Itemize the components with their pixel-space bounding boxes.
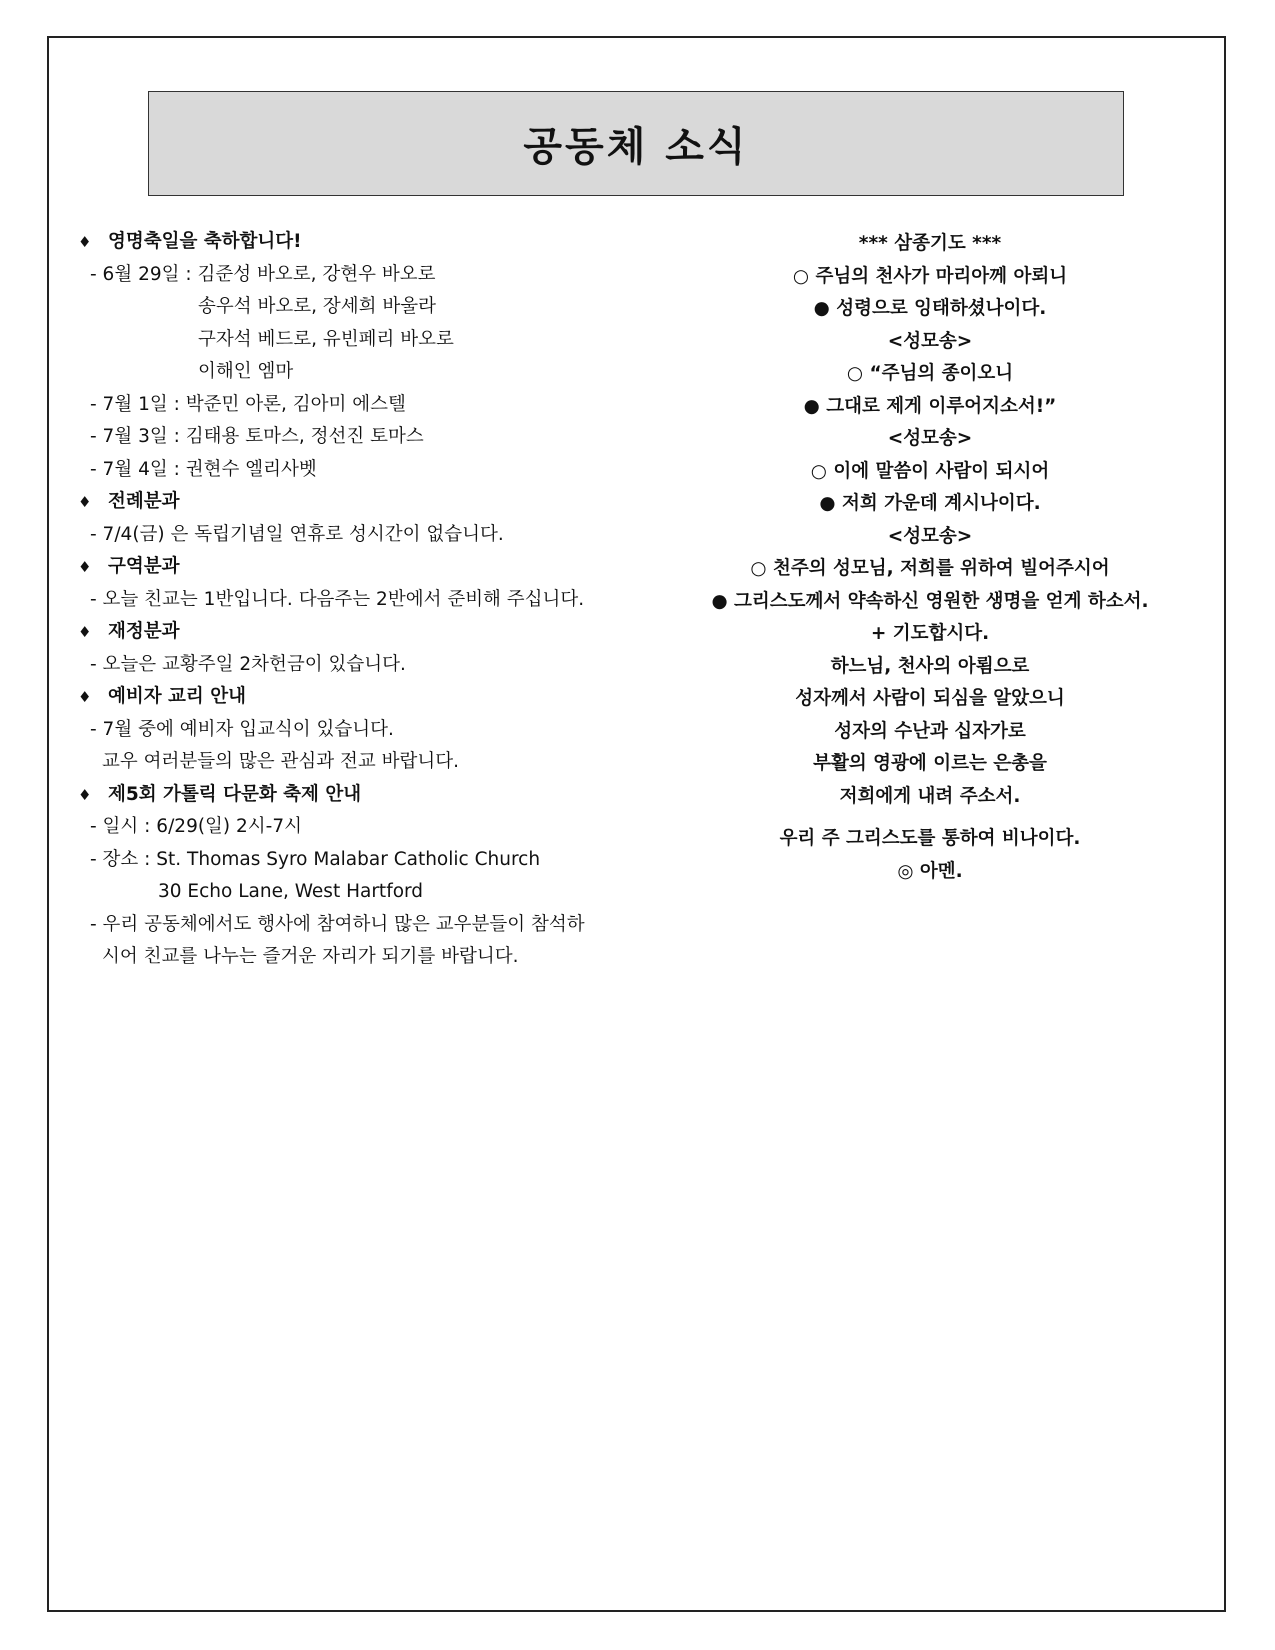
catechumen-line: 교우 여러분들의 많은 관심과 전교 바랍니다. xyxy=(102,751,459,772)
section-heading-festival: ♦ 제5회 가톨릭 다문화 축제 안내 xyxy=(78,779,658,812)
prayer-line: ● 성령으로 잉태하셨나이다. xyxy=(813,298,1047,319)
title-banner xyxy=(148,91,1124,196)
festival-line: - 일시 : 6/29(일) 2시-7시 xyxy=(90,816,302,837)
festival-line: - 장소 : St. Thomas Syro Malabar Catholic Church xyxy=(90,848,541,870)
prayer-line: <성모송> xyxy=(887,525,973,547)
feast-line: - 7월 4일 : 권현수 엘리사벳 xyxy=(90,458,317,480)
prayer-line: ○ 주님의 천사가 마리아께 아뢰니 xyxy=(792,265,1068,287)
diamond-bullet-icon: ♦ xyxy=(78,558,92,576)
prayer-line: ○ “주님의 종이오니 xyxy=(846,363,1014,384)
angelus-prayer xyxy=(670,228,1190,888)
feast-line: 송우석 바오로, 장세희 바울라 xyxy=(198,296,436,317)
prayer-line: <성모송> xyxy=(887,428,973,449)
feast-line: - 7월 1일 : 박준민 아론, 김아미 에스텔 xyxy=(90,393,406,415)
prayer-line: ○ 이에 말씀이 사람이 되시어 xyxy=(810,460,1050,482)
prayer-line: ○ 천주의 성모님, 저희를 위하여 빌어주시어 xyxy=(750,558,1110,579)
diamond-bullet-icon: ♦ xyxy=(78,623,92,641)
prayer-line: ● 저희 가운데 계시나이다. xyxy=(819,493,1041,514)
prayer-line: 성자의 수난과 십자가로 xyxy=(834,720,1026,742)
feast-line: 구자석 베드로, 유빈페리 바오로 xyxy=(198,328,454,350)
diamond-bullet-icon: ♦ xyxy=(78,785,92,804)
news-column xyxy=(78,226,658,974)
prayer-amen: ◎ 아멘. xyxy=(897,860,963,882)
prayer-line: 우리 주 그리스도를 통하여 비나이다. xyxy=(779,828,1081,849)
diamond-bullet-icon: ♦ xyxy=(78,493,92,511)
prayer-line: ● 그대로 제게 이루어지소서!” xyxy=(803,395,1057,417)
page-title: 공동체 소식 xyxy=(523,124,749,170)
prayer-title: *** 삼종기도 *** xyxy=(858,233,1002,254)
feast-line: - 6월 29일 : 김준성 바오로, 강현우 바오로 xyxy=(90,263,436,285)
section-heading-liturgy: ♦ 전례분과 xyxy=(78,486,658,519)
section-heading-catechumen: ♦ 예비자 교리 안내 xyxy=(78,681,658,714)
liturgy-line: - 7/4(금) 은 독립기념일 연휴로 성시간이 없습니다. xyxy=(90,523,504,545)
finance-line: - 오늘은 교황주일 2차헌금이 있습니다. xyxy=(90,653,406,675)
festival-line: - 우리 공동체에서도 행사에 참여하니 많은 교우분들이 참석하 xyxy=(90,913,585,935)
section-heading-district: ♦ 구역분과 xyxy=(78,551,658,584)
prayer-line: <성모송> xyxy=(887,330,973,352)
prayer-line: + 기도합시다. xyxy=(870,623,990,644)
diamond-bullet-icon: ♦ xyxy=(78,688,92,706)
festival-line: 30 Echo Lane, West Hartford xyxy=(158,881,424,902)
prayer-line: 부활의 영광에 이르는 은총을 xyxy=(813,753,1047,774)
prayer-line: ● 그리스도께서 약속하신 영원한 생명을 얻게 하소서. xyxy=(711,590,1149,612)
prayer-line: 성자께서 사람이 되심을 알았으니 xyxy=(795,688,1065,709)
feast-line: - 7월 3일 : 김태용 토마스, 정선진 토마스 xyxy=(90,426,424,447)
catechumen-line: - 7월 중에 예비자 입교식이 있습니다. xyxy=(90,718,394,740)
festival-line: 시어 친교를 나누는 즐거운 자리가 되기를 바랍니다. xyxy=(102,946,519,967)
prayer-line: 하느님, 천사의 아룀으로 xyxy=(830,655,1030,677)
feast-line: 이해인 엠마 xyxy=(198,361,294,382)
section-heading-feast: ♦ 영명축일을 축하합니다! xyxy=(78,226,658,259)
prayer-line: 저희에게 내려 주소서. xyxy=(839,785,1021,807)
diamond-bullet-icon: ♦ xyxy=(78,233,92,251)
section-heading-finance: ♦ 재정분과 xyxy=(78,616,658,649)
district-line: - 오늘 친교는 1반입니다. 다음주는 2반에서 준비해 주십니다. xyxy=(90,588,585,610)
